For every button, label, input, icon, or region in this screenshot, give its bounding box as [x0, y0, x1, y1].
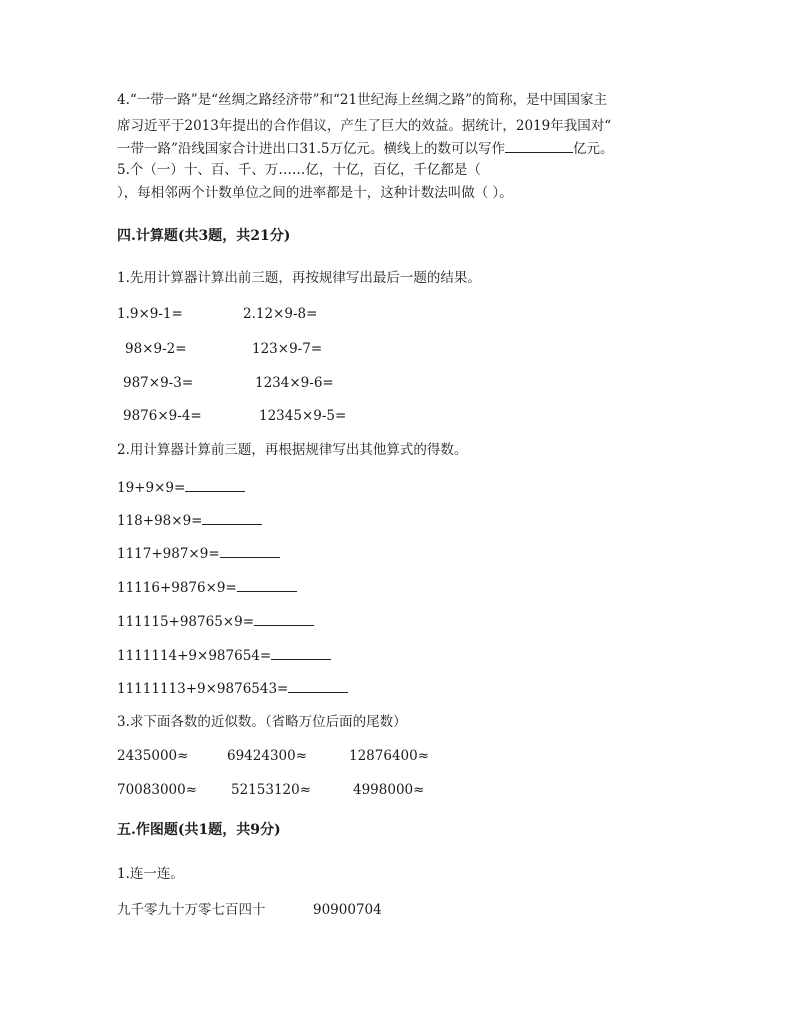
- s4-p2-item: [117, 509, 262, 533]
- s5-p1-left: 九千零九十万零七百四十: [117, 902, 266, 918]
- s4-p1-right-2: 1234×9-6=: [255, 375, 334, 391]
- expr: 19+9×9=: [117, 480, 186, 496]
- q4-line3-unit: 亿元。: [572, 141, 614, 157]
- s4-p2-item: [117, 644, 331, 668]
- s4-p1-prompt: 1.先用计算器计算出前三题，再按规律写出最后一题的结果。: [117, 270, 481, 286]
- answer-blank[interactable]: [185, 477, 245, 492]
- q4-line1: 4.“一带一路”是“丝绸之路经济带”和“21世纪海上丝绸之路”的简称，是中国国家主: [117, 92, 607, 108]
- s4-p3-r2-2: 4998000≈: [353, 782, 425, 798]
- s4-p1-right-3: 12345×9-5=: [259, 408, 347, 424]
- s4-p1-right-1: 123×9-7=: [252, 341, 323, 357]
- s4-p2-item: [117, 677, 348, 701]
- q4-line3-text: 一带一路”沿线国家合计进出口31.5万亿元。横线上的数可以写作: [117, 141, 505, 157]
- s4-p1-left-2: 987×9-3=: [123, 375, 194, 391]
- section5-title: 五.作图题(共1题，共9分): [117, 822, 281, 838]
- expr: 11111113+9×9876543=: [117, 681, 289, 697]
- expr: 1111114+9×987654=: [117, 648, 272, 664]
- answer-blank[interactable]: [505, 138, 573, 153]
- answer-blank[interactable]: [220, 543, 280, 558]
- s4-p3-prompt: 3.求下面各数的近似数。（省略万位后面的尾数）: [117, 714, 407, 730]
- answer-blank[interactable]: [202, 510, 262, 525]
- s4-p2-item: [117, 476, 245, 500]
- q5-line2: ），每相邻两个计数单位之间的进率都是十，这种计数法叫做（ ）。: [117, 185, 513, 201]
- expr: 1117+987×9=: [117, 546, 220, 562]
- s4-p3-r2-1: 52153120≈: [231, 782, 312, 798]
- answer-blank[interactable]: [254, 611, 314, 626]
- s4-p1-right-0: 2.12×9-8=: [243, 306, 318, 322]
- s4-p3-r2-0: 70083000≈: [117, 782, 198, 798]
- s4-p1-left-0: 1.9×9-1=: [117, 306, 183, 322]
- s5-p1-right: 90900704: [313, 902, 382, 918]
- s4-p2-item: [117, 610, 314, 634]
- s4-p1-left-3: 9876×9-4=: [123, 408, 202, 424]
- s4-p3-r1-1: 69424300≈: [227, 748, 308, 764]
- s5-p1-prompt: 1.连一连。: [117, 866, 184, 882]
- answer-blank[interactable]: [237, 577, 297, 592]
- s4-p2-item: [117, 576, 297, 600]
- expr: 118+98×9=: [117, 513, 203, 529]
- s4-p1-left-1: 98×9-2=: [125, 341, 187, 357]
- s4-p3-r1-0: 2435000≈: [117, 748, 189, 764]
- answer-blank[interactable]: [288, 678, 348, 693]
- expr: 111115+98765×9=: [117, 614, 255, 630]
- s4-p2-item: [117, 542, 280, 566]
- s4-p2-prompt: 2.用计算器计算前三题，再根据规律写出其他算式的得数。: [117, 442, 468, 458]
- q5-line1: 5.个（一）十、百、千、万……亿，十亿，百亿，千亿都是（: [117, 162, 481, 178]
- s4-p3-r1-2: 12876400≈: [349, 748, 430, 764]
- expr: 11116+9876×9=: [117, 580, 237, 596]
- q4-line2: 席习近平于2013年提出的合作倡议，产生了巨大的效益。据统计，2019年我国对“: [117, 118, 612, 134]
- section4-title: 四.计算题(共3题，共21分): [117, 228, 291, 244]
- answer-blank[interactable]: [271, 645, 331, 660]
